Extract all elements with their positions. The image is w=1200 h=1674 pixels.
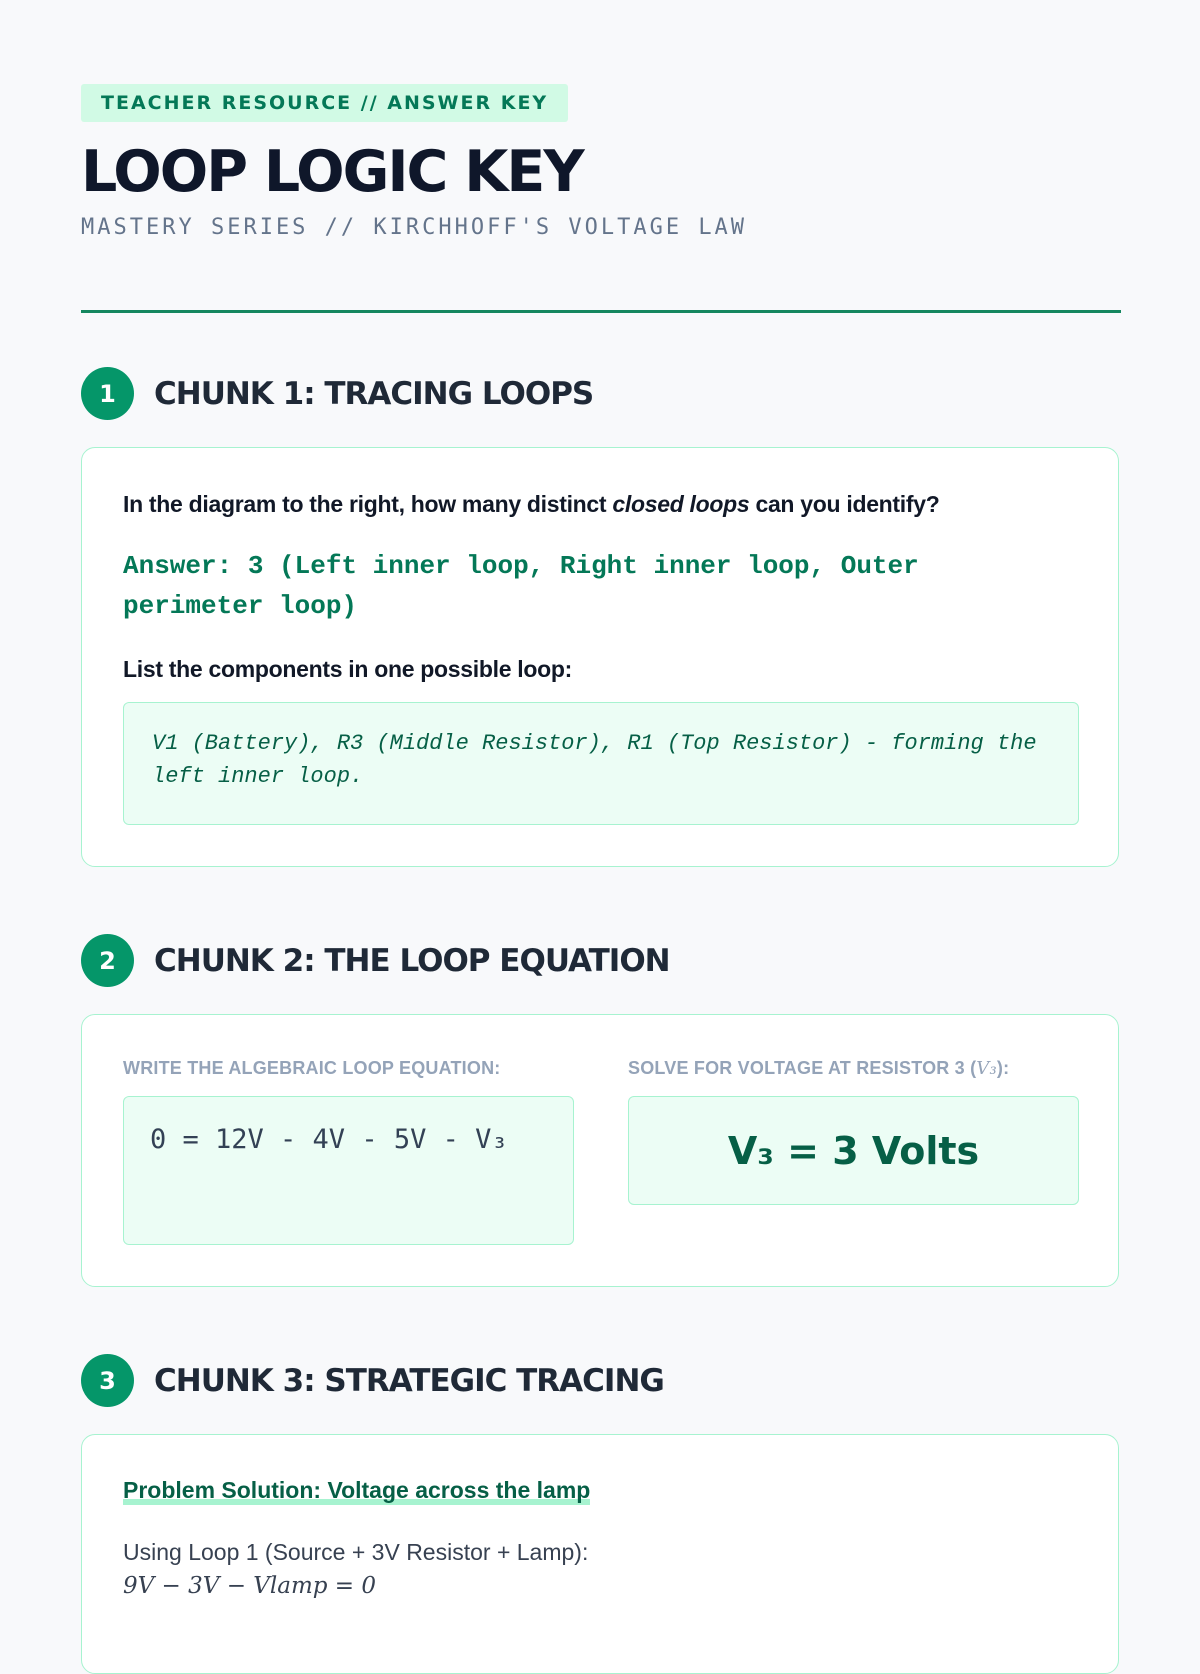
page-subtitle: MASTERY SERIES // KIRCHHOFF'S VOLTAGE LAW xyxy=(81,215,748,240)
chunk-3-header xyxy=(81,1354,664,1407)
chunk-2-header xyxy=(81,934,670,987)
chunk-3-number-badge: 3 xyxy=(81,1354,134,1407)
equation-box xyxy=(123,1096,574,1245)
question-emphasis: closed loops xyxy=(612,491,750,517)
question-text-post: can you identify? xyxy=(749,491,940,517)
chunk-1-header xyxy=(81,367,593,420)
chunk-1-question xyxy=(123,491,939,518)
chunk-1-answer: Answer: 3 (Left inner loop, Right inner loop, Outer perimeter loop) xyxy=(123,551,919,621)
chunk-3-card xyxy=(81,1434,1119,1674)
result-box xyxy=(628,1096,1079,1205)
voltage-result: V₃ = 3 Volts xyxy=(727,1128,980,1173)
chunk-1-list-answer: V1 (Battery), R3 (Middle Resistor), R1 (Top Resistor) - forming the left inner loop. xyxy=(152,731,1037,789)
solve-label-pre: SOLVE FOR VOLTAGE AT RESISTOR 3 ( xyxy=(628,1058,977,1078)
solution-title: Problem Solution: Voltage across the lamp xyxy=(123,1477,591,1503)
chunk-1-card xyxy=(81,447,1119,867)
lamp-equation: 9V − 3V − Vlamp = 0 xyxy=(123,1573,377,1599)
chunk-2-title: CHUNK 2: THE LOOP EQUATION xyxy=(154,942,670,979)
chunk-1-number-badge: 1 xyxy=(81,367,134,420)
solve-label-variable: V₃ xyxy=(976,1058,997,1079)
page-title: LOOP LOGIC KEY xyxy=(81,139,583,205)
loop-equation: 0 = 12V - 4V - 5V - V₃ xyxy=(150,1124,508,1155)
chunk-2-number-badge: 2 xyxy=(81,934,134,987)
equation-label: WRITE THE ALGEBRAIC LOOP EQUATION: xyxy=(123,1058,501,1078)
solve-label xyxy=(628,1058,1009,1079)
loop-description: Using Loop 1 (Source + 3V Resistor + Lamp): xyxy=(123,1539,589,1565)
chunk-2-card xyxy=(81,1014,1119,1287)
chunk-3-title: CHUNK 3: STRATEGIC TRACING xyxy=(154,1362,664,1399)
resource-tag: TEACHER RESOURCE // ANSWER KEY xyxy=(81,84,568,122)
solve-label-post: ): xyxy=(996,1058,1010,1078)
question-text-pre: In the diagram to the right, how many distinct xyxy=(123,491,613,517)
solution-title-wrap xyxy=(123,1477,590,1504)
header-divider xyxy=(81,310,1121,313)
chunk-1-title: CHUNK 1: TRACING LOOPS xyxy=(154,375,594,412)
answer-key-page xyxy=(81,84,1121,1599)
chunk-1-list-answer-box xyxy=(123,702,1079,825)
chunk-1-list-prompt: List the components in one possible loop: xyxy=(123,656,572,682)
